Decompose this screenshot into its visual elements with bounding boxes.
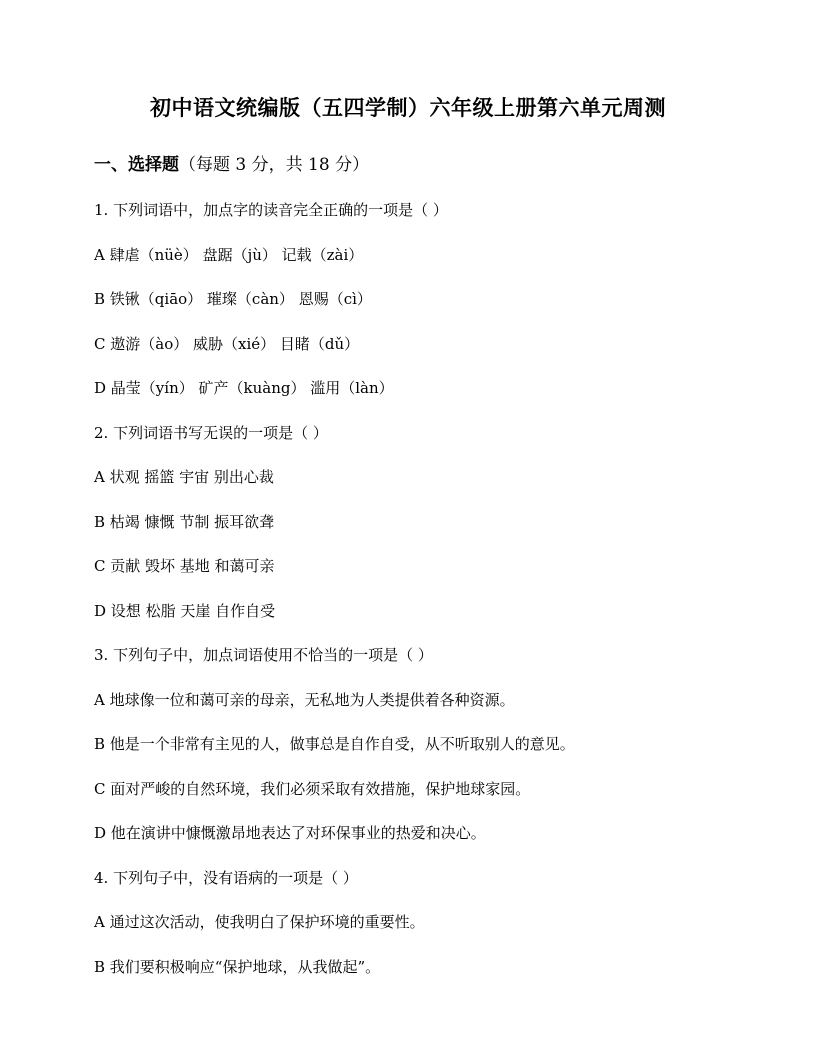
- document-title: 初中语文统编版（五四学制）六年级上册第六单元周测: [150, 95, 666, 120]
- question-3-option-b: B 他是一个非常有主见的人，做事总是自作自受，从不听取别人的意见。: [94, 735, 575, 753]
- question-3-stem: 3. 下列句子中，加点词语使用不恰当的一项是（ ）: [94, 646, 433, 664]
- question-3-option-a: A 地球像一位和蔼可亲的母亲，无私地为人类提供着各种资源。: [94, 690, 515, 709]
- section-score-note: （每题 3 分，共 18 分）: [179, 155, 370, 175]
- question-list: [94, 199, 774, 1000]
- question-1-option-a: A 肆虐（nüè） 盘踞（jù） 记载（zài）: [94, 245, 364, 264]
- question-3-option-c: C 面对严峻的自然环境，我们必须采取有效措施，保护地球家园。: [94, 779, 531, 798]
- question-4-option-a: A 通过这次活动，使我明白了保护环境的重要性。: [94, 913, 425, 931]
- question-1-option-b: B 铁锹（qiāo） 璀璨（càn） 恩赐（cì）: [94, 290, 372, 308]
- question-1-stem: 1. 下列词语中，加点字的读音完全正确的一项是（ ）: [94, 201, 448, 219]
- section-heading: [94, 150, 369, 175]
- question-2-stem: 2. 下列词语书写无误的一项是（ ）: [94, 423, 328, 442]
- question-2-option-a: A 状观 摇篮 宇宙 别出心裁: [94, 468, 274, 486]
- question-4-option-b: B 我们要积极响应“保护地球，从我做起”。: [94, 957, 381, 976]
- question-2-option-b: B 枯竭 慷慨 节制 振耳欲聋: [94, 512, 275, 531]
- question-1-option-d: D 晶莹（yín） 矿产（kuàng） 滥用（làn）: [94, 379, 394, 397]
- section-heading-label: 一、选择题: [94, 155, 179, 175]
- question-1-option-c: C 遨游（ào） 威胁（xié） 目睹（dǔ）: [94, 334, 360, 353]
- question-3-option-d: D 他在演讲中慷慨激昂地表达了对环保事业的热爱和决心。: [94, 824, 486, 842]
- question-2-option-d: D 设想 松脂 天崖 自作自受: [94, 601, 276, 620]
- question-4-stem: 4. 下列句子中，没有语病的一项是（ ）: [94, 868, 358, 887]
- question-2-option-c: C 贡献 毁坏 基地 和蔼可亲: [94, 557, 275, 575]
